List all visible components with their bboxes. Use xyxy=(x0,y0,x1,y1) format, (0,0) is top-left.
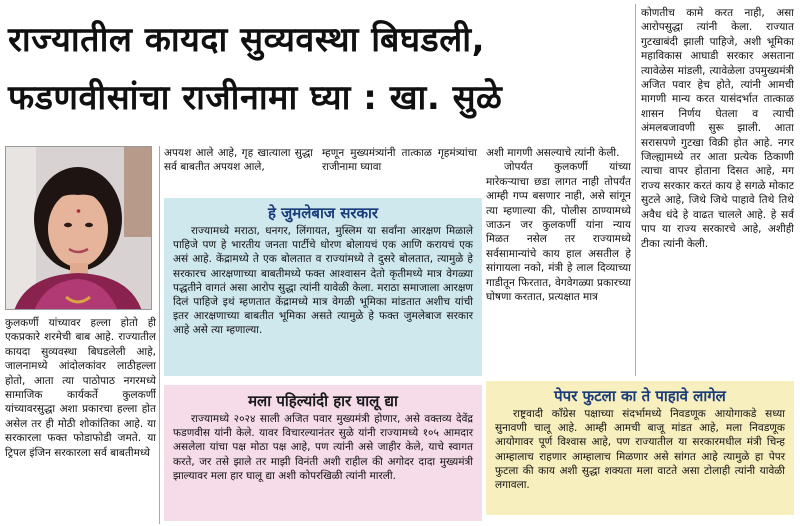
box-blue-title: हे जुमलेबाज सरकार xyxy=(267,204,379,222)
headline-line-1: राज्यातील कायदा सुव्यवस्था बिघडली, xyxy=(8,20,486,60)
portrait-photo xyxy=(5,146,152,310)
column-center-right-intro: अशी मागणी असल्याचे त्यांनी केली. xyxy=(486,147,620,159)
box-haar-ghalu-dya xyxy=(164,385,482,521)
column-right-text xyxy=(641,6,794,374)
headline-line-2: फडणवीसांचा राजीनामा घ्या : खा. सुळे xyxy=(8,78,503,118)
portrait-photo-icon xyxy=(6,147,152,310)
column-left-paragraph: कुलकर्णी यांच्यावर हल्ला होतो ही एकप्रकारे शरमेची बाब आहे. राज्यातील कायदा सुव्यवस्था बिघडलेली आहे, जालनामध्ये आंदोलकांवर लाठीहल्ला होतो, आता त्या पाठोपाठ नगरमध्ये सामाजिक कार्यकर्ते कुलकर्णी यांच्यावरसुद्धा अशा प्रकारचा हल्ला होत असेल तर ही मोठी शोकांतिका आहे. या सरकारला फक्त फोडाफोडी जमते. या ट्रिपल इंजिन सरकारला सर्व बाबतीमध्ये xyxy=(5,317,156,459)
column-center-right-paragraph: जोपर्यंत कुलकर्णी यांच्या मारेकऱ्याचा छडा लागत नाही तोपर्यंत आम्ही गप्प बसणार नाही, असे सांगून त्या म्हणाल्या की, पोलीस ठाण्यामध्ये जाऊन जर कुलकर्णी यांना न्याय मिळत नसेल तर राज्यामध्ये सर्वसामान्यांचे काय हाल असतील हे सांगायला नको, मंत्री हे लाल दिव्याच्या गाडीतून फिरतात, वेगवेगळ्या प्रकारच्या घोषणा करतात, प्रत्यक्षात मात्र xyxy=(486,161,631,304)
column-divider xyxy=(635,4,636,376)
box-paper-futla xyxy=(486,381,794,515)
column-left-text xyxy=(5,316,156,524)
box-yellow-title: पेपर फुटला का ते पाहावे लागेल xyxy=(554,387,726,405)
column-right-paragraph: कोणतीच कामे करत नाही, असा आरोपसुद्धा त्यांनी केला. राज्यात गुटखाबंदी झाली पाहिजे, अशी भूमिका महाविकास आघाडी सरकार असताना त्यावेळेस मांडली, त्यावेळेला उपमुख्यमंत्री अजित पवार हेच होते, त्यांनी आमची मागणी मान्य करत यासंदर्भात तात्काळ शासन निर्णय घेतला व त्याची अंमलबजावणी सुरू झाली. आता सरासपणे गुटखा विक्री होत आहे. नगर जिल्ह्यामध्ये तर आता प्रत्येक ठिकाणी त्याचा वापर होताना दिसत आहे, मग राज्य सरकार करतं काय हे सगळे मोकाट सुटले आहे, जिथे जिथे पाहावे तिथे तिथे अवैध धंदे हे वाढत चालले आहे. हे सर्व पाप या राज्य सरकारचे आहे, अशीही टीका त्यांनी केली. xyxy=(641,7,794,250)
box-blue-body: राज्यामध्ये मराठा, धनगर, लिंगायत, मुस्लिम या सर्वांना आरक्षण मिळाले पाहिजे पण हे भारतीय जनता पार्टीचे धोरण बोलायचं एक आणि करायचं एक असं आहे. केंद्रामध्ये ते एक बोलतात व राज्यांमध्ये ते दुसरे बोलतात, त्यामुळे हे सरकारच आरक्षणाच्या बाबतीमध्ये फक्त आश्वासन देतो कृतीमध्ये मात्र वेगळ्या पद्धतीने वागतं असा आरोप सुद्धा त्यांनी यावेळी केला. मराठा समाजाला आरक्षण दिलं पाहिजे इथं म्हणतात केंद्रामध्ये मात्र वेगळी भूमिका मांडतात अशीच यांची इतर आरक्षणाच्या बाबतीत भूमिका असते त्यामुळे हे फक्त जुमलेबाज सरकार आहे असे त्या म्हणाल्या. xyxy=(173,225,473,337)
column-mid-b xyxy=(322,146,477,194)
box-jumlebaj-sarkar xyxy=(164,198,482,376)
box-pink-title: मला पहिल्यांदी हार घालू द्या xyxy=(248,392,398,410)
column-divider xyxy=(159,146,160,524)
column-mid-a xyxy=(164,146,313,194)
box-yellow-body: राष्ट्रवादी काँग्रेस पक्षाच्या संदर्भामध्ये निवडणूक आयोगाकडे सध्या सुनावणी चालू आहे. आम्ही आमची बाजू मांडत आहे, मला निवडणूक आयोगावर पूर्ण विश्वास आहे, पण राज्यातील या सरकारमधील मंत्री चिन्ह आम्हालाच राहणार आम्हालाच मिळणार असे सांगत आहे त्यामुळे हा पेपर फुटला की काय अशी सुद्धा शक्यता मला वाटते असा टोलाही त्यांनी यावेळी लगावला. xyxy=(495,408,785,492)
box-pink-body: राज्यामध्ये २०२४ साली अजित पवार मुख्यमंत्री होणार, असे वक्तव्य देवेंद्र फडणवीस यांनी केले. यावर विचारल्यानंतर सुळे यांनी राज्यामध्ये १०५ आमदार असलेला यांचा पक्ष मोठा पक्ष आहे, पण त्यांनी असे जाहीर केले, याचे स्वागत करते, जर तसे झाले तर माझी विनंती अशी राहील की अगोदर दादा मुख्यमंत्री झाल्यावर मला हार घालू द्या अशी कोपरखिळी त्यांनी मारली. xyxy=(173,413,473,482)
column-mid-a-paragraph: अपयश आले आहे, गृह खात्याला सुद्धा सर्व बाबतीत अपयश आले, xyxy=(164,147,313,174)
column-center-right xyxy=(486,146,631,374)
column-mid-b-paragraph: म्हणून मुख्यमंत्र्यांनी तात्काळ गृहमंत्र्यांचा राजीनामा घ्यावा xyxy=(322,147,477,174)
